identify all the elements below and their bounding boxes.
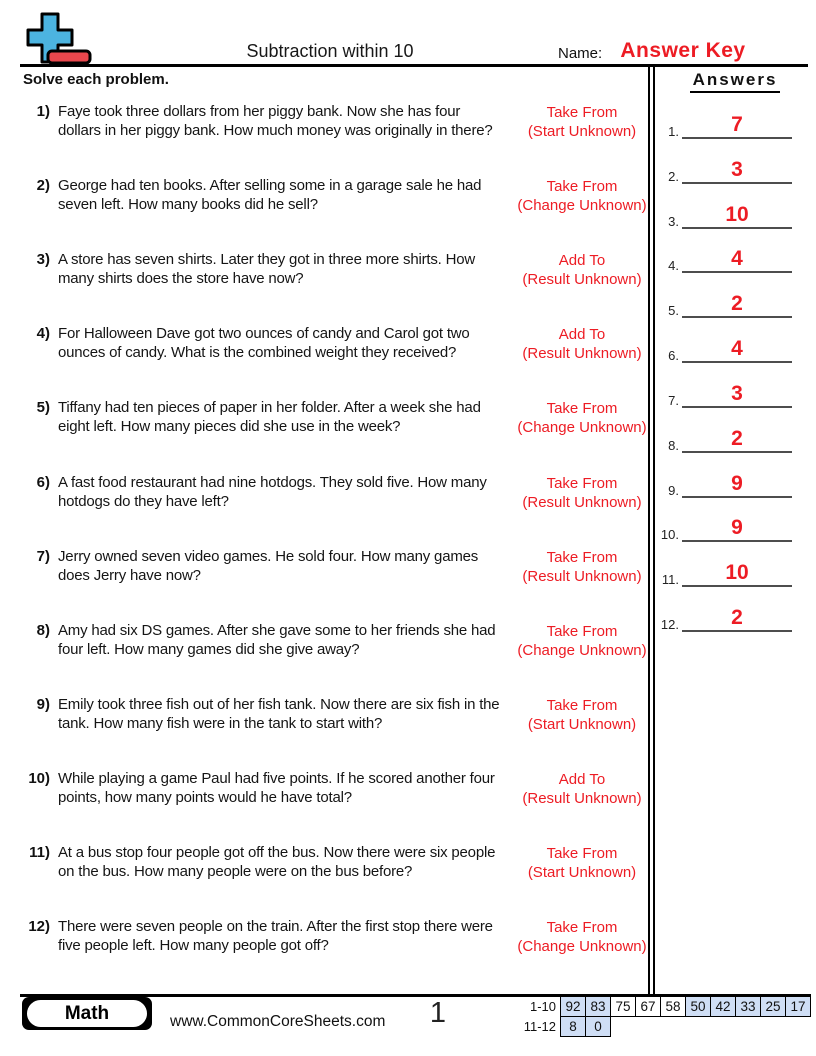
score-row-label: 11-12 xyxy=(523,1019,556,1034)
problem-row xyxy=(28,177,660,215)
page-title: Subtraction within 10 xyxy=(246,41,414,61)
problem-type-line1: Take From xyxy=(546,549,618,566)
problem-type-line2: (Result Unknown) xyxy=(522,271,642,288)
header-rule xyxy=(20,64,808,67)
answer-value: 9 xyxy=(731,516,743,539)
problem-text: Faye took three dollars from her piggy bank. Now she has four dollars in her piggy bank. How much money was originally in there? xyxy=(58,103,493,139)
problem-row xyxy=(28,548,660,586)
score-cell: 83 xyxy=(585,996,611,1017)
answer-number: 2. xyxy=(668,169,679,184)
problem-type-label xyxy=(506,325,658,363)
score-cell: 67 xyxy=(635,996,661,1017)
problem-text: Amy had six DS games. After she gave some to her friends she had four left. How many games did she give away? xyxy=(58,622,496,658)
answer-number: 10. xyxy=(660,527,679,542)
problem-type-label xyxy=(506,770,658,808)
problem-type-label xyxy=(506,918,658,956)
answer-blank-line xyxy=(682,336,792,363)
problem-type-line2: (Result Unknown) xyxy=(522,568,642,585)
problem-type-line1: Take From xyxy=(546,178,618,195)
score-cell: 8 xyxy=(560,1016,586,1037)
problem-row xyxy=(28,918,660,956)
answer-number: 12. xyxy=(660,617,679,632)
problem-number: 2) xyxy=(36,177,50,194)
problem-type-line1: Add To xyxy=(558,252,606,269)
score-cells xyxy=(560,996,811,1017)
problem-type-line1: Take From xyxy=(546,697,618,714)
answer-value: 10 xyxy=(725,561,749,584)
answer-blank-line xyxy=(682,381,792,408)
answer-blank-line xyxy=(682,291,792,318)
answer-number: 9. xyxy=(668,483,679,498)
problem-number: 9) xyxy=(36,696,50,713)
score-cell: 58 xyxy=(660,996,686,1017)
answer-blank-line xyxy=(682,426,792,453)
answer-row xyxy=(660,193,792,229)
answer-value: 9 xyxy=(731,472,743,495)
problem-row xyxy=(28,770,660,808)
problem-type-line2: (Change Unknown) xyxy=(517,938,647,955)
problem-text: There were seven people on the train. After the first stop there were five people left. How many people got off? xyxy=(58,918,493,954)
problem-type-line2: (Change Unknown) xyxy=(517,197,647,214)
answer-number: 11. xyxy=(661,572,679,587)
score-cell: 25 xyxy=(760,996,786,1017)
subject-badge-pill xyxy=(27,1000,147,1027)
answer-blank-line xyxy=(682,112,792,139)
answer-blank-line xyxy=(682,560,792,587)
answer-row xyxy=(660,462,792,498)
answer-row xyxy=(660,417,792,453)
problem-type-line2: (Start Unknown) xyxy=(527,123,637,140)
problem-number: 3) xyxy=(36,251,50,268)
problem-text: Tiffany had ten pieces of paper in her folder. After a week she had eight left. How many pieces did she use in the week? xyxy=(58,399,481,435)
problem-type-line1: Take From xyxy=(546,623,618,640)
problem-text: Jerry owned seven video games. He sold four. How many games does Jerry have now? xyxy=(58,548,479,584)
answer-value: 10 xyxy=(725,203,749,226)
answer-blank-line xyxy=(682,202,792,229)
instruction-text: Solve each problem. xyxy=(23,71,169,88)
problem-type-line2: (Change Unknown) xyxy=(517,419,647,436)
score-cell: 75 xyxy=(610,996,636,1017)
problem-text: Emily took three fish out of her fish tank. Now there are six fish in the tank. How many fish were in the tank to start with? xyxy=(58,696,500,732)
answer-blank-line xyxy=(682,515,792,542)
problem-type-label xyxy=(506,251,658,289)
score-cell: 42 xyxy=(710,996,736,1017)
answer-blank-line xyxy=(682,157,792,184)
answer-value: 2 xyxy=(731,427,743,450)
subject-label: Math xyxy=(64,1002,110,1024)
problem-type-label xyxy=(506,103,658,141)
problem-number: 12) xyxy=(28,918,50,935)
problem-type-line2: (Result Unknown) xyxy=(522,790,642,807)
problem-row xyxy=(28,622,660,660)
problem-text: For Halloween Dave got two ounces of candy and Carol got two ounces of candy. What is the combined weight they received? xyxy=(58,325,470,361)
problem-text: George had ten books. After selling some in a garage sale he had seven left. How many books did he sell? xyxy=(58,177,482,213)
problem-type-line1: Take From xyxy=(546,919,618,936)
score-cells xyxy=(560,1016,611,1037)
answer-row xyxy=(660,551,792,587)
score-table xyxy=(470,996,811,1037)
problem-number: 11) xyxy=(29,844,50,861)
problem-type-line1: Take From xyxy=(546,475,618,492)
answer-number: 5. xyxy=(668,303,679,318)
problem-type-line2: (Result Unknown) xyxy=(522,345,642,362)
answer-row xyxy=(660,506,792,542)
problem-number: 6) xyxy=(36,474,50,491)
problem-number: 1) xyxy=(36,103,50,120)
problem-number: 10) xyxy=(28,770,50,787)
problem-type-label xyxy=(506,548,658,586)
problem-type-line1: Add To xyxy=(558,771,606,788)
subject-badge xyxy=(22,997,152,1030)
problem-type-label xyxy=(506,622,658,660)
problem-type-line2: (Change Unknown) xyxy=(517,642,647,659)
answer-blank-line xyxy=(682,471,792,498)
answer-row xyxy=(660,596,792,632)
problem-row xyxy=(28,474,660,512)
score-row xyxy=(470,996,811,1017)
problem-number: 5) xyxy=(36,399,50,416)
problem-type-line2: (Start Unknown) xyxy=(527,864,637,881)
problem-number: 4) xyxy=(36,325,50,342)
problem-type-label xyxy=(506,844,658,882)
problem-row xyxy=(28,399,660,437)
answer-number: 8. xyxy=(668,438,679,453)
answers-heading xyxy=(660,70,810,93)
answer-number: 7. xyxy=(668,393,679,408)
problem-text: At a bus stop four people got off the bus. Now there were six people on the bus. How many people were on the bus before? xyxy=(58,844,496,880)
plus-minus-logo xyxy=(20,12,100,68)
problem-row xyxy=(28,103,660,141)
page-number: 1 xyxy=(429,997,447,1029)
problem-row xyxy=(28,325,660,363)
problem-type-line2: (Start Unknown) xyxy=(527,716,637,733)
problem-text: While playing a game Paul had five points. If he scored another four points, how many points would he have total? xyxy=(58,770,495,806)
answer-blank-line xyxy=(682,605,792,632)
problem-row xyxy=(28,844,660,882)
answer-row xyxy=(660,103,792,139)
answer-row xyxy=(660,148,792,184)
problem-row xyxy=(28,696,660,734)
answer-key-label: Answer Key xyxy=(620,39,746,62)
answer-number: 1. xyxy=(668,124,679,139)
answer-row xyxy=(660,327,792,363)
problem-text: A store has seven shirts. Later they got in three more shirts. How many shirts does the store have now? xyxy=(58,251,475,287)
score-row-label: 1-10 xyxy=(529,999,556,1014)
website-url: www.CommonCoreSheets.com xyxy=(170,1013,386,1030)
minus-icon xyxy=(48,51,90,63)
answer-blank-line xyxy=(682,246,792,273)
problem-type-line1: Take From xyxy=(546,845,618,862)
answer-value: 3 xyxy=(731,382,743,405)
answers-heading-text: Answers xyxy=(690,70,781,93)
answer-row xyxy=(660,282,792,318)
answer-number: 4. xyxy=(668,258,679,273)
problem-type-label xyxy=(506,177,658,215)
answer-number: 3. xyxy=(668,214,679,229)
score-row xyxy=(470,1016,811,1037)
answer-row xyxy=(660,372,792,408)
answer-value: 2 xyxy=(731,606,743,629)
problem-type-line2: (Result Unknown) xyxy=(522,494,642,511)
problem-type-label xyxy=(506,474,658,512)
problem-row xyxy=(28,251,660,289)
problem-type-label xyxy=(506,399,658,437)
answer-value: 2 xyxy=(731,292,743,315)
answer-number: 6. xyxy=(668,348,679,363)
problem-type-label xyxy=(506,696,658,734)
score-cell: 33 xyxy=(735,996,761,1017)
answer-value: 3 xyxy=(731,158,743,181)
score-cell: 50 xyxy=(685,996,711,1017)
name-label: Name: xyxy=(558,45,603,62)
problem-number: 7) xyxy=(36,548,50,565)
answer-row xyxy=(660,237,792,273)
problem-text: A fast food restaurant had nine hotdogs. They sold five. How many hotdogs do they have left? xyxy=(58,474,487,510)
answer-value: 7 xyxy=(731,113,743,136)
answer-value: 4 xyxy=(731,337,743,360)
problem-number: 8) xyxy=(36,622,50,639)
problem-type-line1: Take From xyxy=(546,400,618,417)
problem-type-line1: Take From xyxy=(546,104,618,121)
score-cell: 92 xyxy=(560,996,586,1017)
score-cell: 17 xyxy=(785,996,811,1017)
score-cell: 0 xyxy=(585,1016,611,1037)
problem-type-line1: Add To xyxy=(558,326,606,343)
answer-value: 4 xyxy=(731,247,743,270)
